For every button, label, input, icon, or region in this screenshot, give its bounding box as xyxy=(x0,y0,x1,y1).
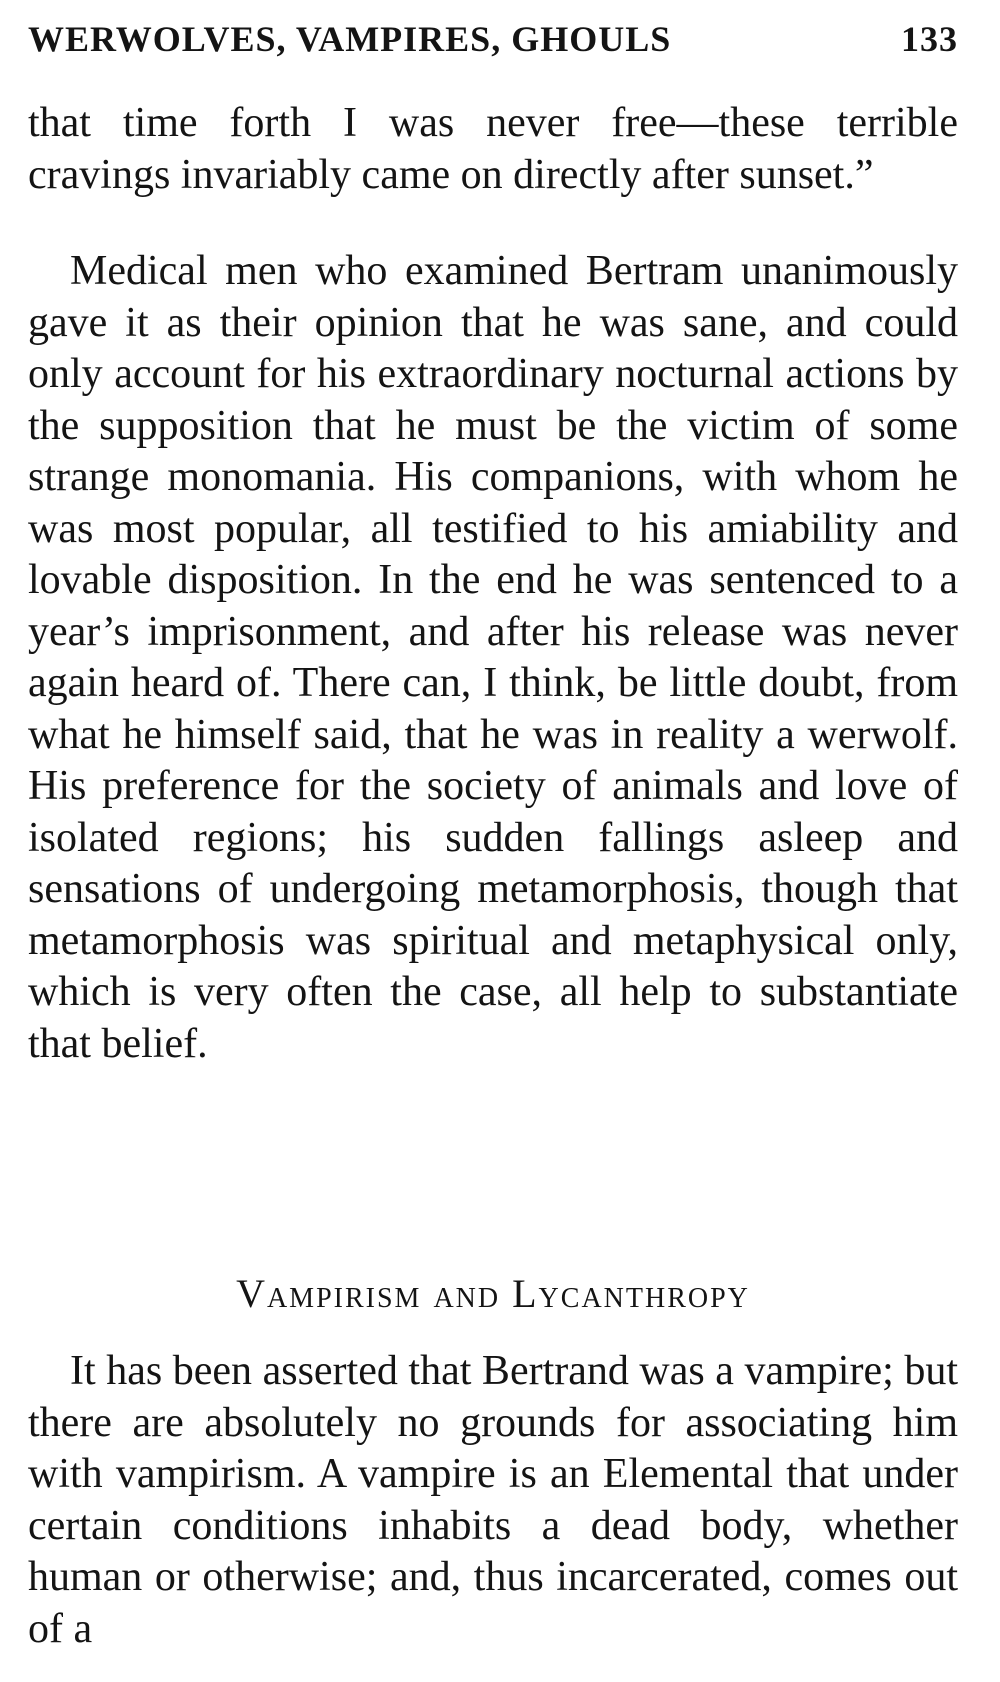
paragraph-2-text: Medical men who examined Bertram unanimously gave it as their opinion that he was sane, and could only account for his extraordinary nocturnal actions by the supposition that he must be the victim of some strange monomania. His companions, with whom he was most popular, all testified to his amiability and lovable disposition. In the end he was sentenced to a year’s imprisonment, and after his release was never again heard of. There can, I think, be little doubt, from what he himself said, that he was in reality a werwolf. His preference for the society of animals and love of isolated regions; his sudden fallings asleep and sensations of undergoing metamorphosis, though that metamorphosis was spiritual and metaphysical only, which is very often the case, all help to substantiate that belief. xyxy=(28,248,958,1067)
running-title: WERWOLVES, VAMPIRES, GHOULS xyxy=(28,19,672,59)
paragraph-bertram-verdict xyxy=(28,246,958,1070)
section-heading: Vampirism and Lycanthropy xyxy=(236,1271,750,1316)
paragraph-continued xyxy=(28,98,958,201)
paragraph-1-text: that time forth I was never free—these terrible cravings invariably came on directly after sunset.” xyxy=(28,100,958,198)
paragraph-vampire-definition xyxy=(28,1346,958,1655)
page-number: 133 xyxy=(901,19,958,59)
running-head xyxy=(28,14,958,64)
paragraph-3-text: It has been asserted that Bertrand was a vampire; but there are absolutely no grounds for associating him with vampirism. A vampire is an Elemental that under certain conditions inhabits a dead body, whether human or otherwise; and, thus incarcerated, comes out of a xyxy=(28,1348,958,1652)
